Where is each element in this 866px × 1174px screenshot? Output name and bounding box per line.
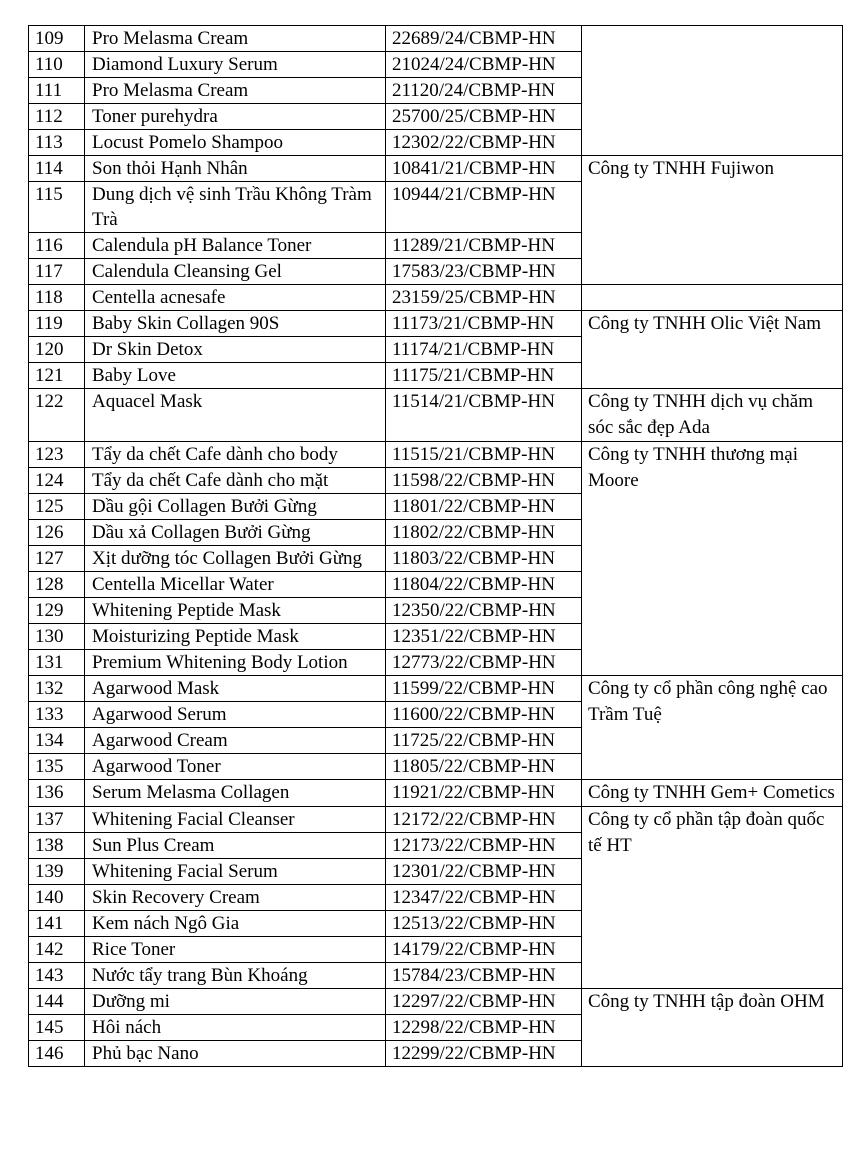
product-name: Tẩy da chết Cafe dành cho mặt: [85, 468, 386, 494]
table-row: [29, 156, 843, 182]
row-number: 121: [29, 363, 85, 389]
registration-code: 15784/23/CBMP-HN: [386, 963, 582, 989]
row-number: 133: [29, 702, 85, 728]
row-number: 141: [29, 911, 85, 937]
registration-code: 12513/22/CBMP-HN: [386, 911, 582, 937]
product-name: Baby Skin Collagen 90S: [85, 311, 386, 337]
registration-code: 11289/21/CBMP-HN: [386, 233, 582, 259]
product-name: Nước tẩy trang Bùn Khoáng: [85, 963, 386, 989]
row-number: 128: [29, 572, 85, 598]
row-number: 119: [29, 311, 85, 337]
product-name: Skin Recovery Cream: [85, 885, 386, 911]
product-name: Dầu xả Collagen Bưởi Gừng: [85, 520, 386, 546]
row-number: 125: [29, 494, 85, 520]
registration-code: 11174/21/CBMP-HN: [386, 337, 582, 363]
row-number: 142: [29, 937, 85, 963]
row-number: 118: [29, 285, 85, 311]
product-name: Hôi nách: [85, 1015, 386, 1041]
product-name: Pro Melasma Cream: [85, 26, 386, 52]
table-row: [29, 442, 843, 468]
registration-code: 12350/22/CBMP-HN: [386, 598, 582, 624]
registration-code: 11805/22/CBMP-HN: [386, 754, 582, 780]
table-row: [29, 676, 843, 702]
registration-code: 12347/22/CBMP-HN: [386, 885, 582, 911]
registration-code: 11599/22/CBMP-HN: [386, 676, 582, 702]
product-name: Whitening Peptide Mask: [85, 598, 386, 624]
table-row: [29, 389, 843, 442]
row-number: 131: [29, 650, 85, 676]
company-name: Công ty TNHH Gem+ Cometics: [582, 780, 843, 807]
table-row: [29, 780, 843, 807]
product-name: Agarwood Serum: [85, 702, 386, 728]
registration-code: 25700/25/CBMP-HN: [386, 104, 582, 130]
registration-code: 11175/21/CBMP-HN: [386, 363, 582, 389]
registration-code: 21024/24/CBMP-HN: [386, 52, 582, 78]
product-name: Centella acnesafe: [85, 285, 386, 311]
product-name: Agarwood Cream: [85, 728, 386, 754]
product-name: Tẩy da chết Cafe dành cho body: [85, 442, 386, 468]
product-name: Dung dịch vệ sinh Trầu Không Tràm Trà: [85, 182, 386, 233]
registration-code: 11173/21/CBMP-HN: [386, 311, 582, 337]
table-row: [29, 311, 843, 337]
product-name: Centella Micellar Water: [85, 572, 386, 598]
row-number: 123: [29, 442, 85, 468]
row-number: 146: [29, 1041, 85, 1067]
company-name: Công ty cổ phần tập đoàn quốc tế HT: [582, 807, 843, 989]
row-number: 139: [29, 859, 85, 885]
row-number: 145: [29, 1015, 85, 1041]
row-number: 112: [29, 104, 85, 130]
company-name: Công ty TNHH Olic Việt Nam: [582, 311, 843, 389]
product-name: Aquacel Mask: [85, 389, 386, 442]
row-number: 134: [29, 728, 85, 754]
product-name: Calendula pH Balance Toner: [85, 233, 386, 259]
row-number: 137: [29, 807, 85, 833]
product-name: Moisturizing Peptide Mask: [85, 624, 386, 650]
row-number: 126: [29, 520, 85, 546]
registration-code: 11598/22/CBMP-HN: [386, 468, 582, 494]
row-number: 140: [29, 885, 85, 911]
product-name: Rice Toner: [85, 937, 386, 963]
product-name: Premium Whitening Body Lotion: [85, 650, 386, 676]
product-name: Dr Skin Detox: [85, 337, 386, 363]
product-name: Toner purehydra: [85, 104, 386, 130]
company-name: Công ty TNHH thương mại Moore: [582, 442, 843, 676]
product-name: Phủ bạc Nano: [85, 1041, 386, 1067]
registration-code: 12173/22/CBMP-HN: [386, 833, 582, 859]
row-number: 113: [29, 130, 85, 156]
registration-code: 11921/22/CBMP-HN: [386, 780, 582, 807]
product-name: Dưỡng mi: [85, 989, 386, 1015]
row-number: 129: [29, 598, 85, 624]
product-name: Pro Melasma Cream: [85, 78, 386, 104]
row-number: 127: [29, 546, 85, 572]
product-name: Whitening Facial Cleanser: [85, 807, 386, 833]
registration-code: 12351/22/CBMP-HN: [386, 624, 582, 650]
registration-code: 11600/22/CBMP-HN: [386, 702, 582, 728]
registration-code: 12297/22/CBMP-HN: [386, 989, 582, 1015]
table-row: [29, 285, 843, 311]
row-number: 130: [29, 624, 85, 650]
product-name: Son thỏi Hạnh Nhân: [85, 156, 386, 182]
product-name: Serum Melasma Collagen: [85, 780, 386, 807]
product-name: Whitening Facial Serum: [85, 859, 386, 885]
registration-code: 11802/22/CBMP-HN: [386, 520, 582, 546]
table-row: [29, 807, 843, 833]
registration-table: [28, 25, 843, 1067]
row-number: 110: [29, 52, 85, 78]
registration-code: 10944/21/CBMP-HN: [386, 182, 582, 233]
row-number: 138: [29, 833, 85, 859]
product-name: Diamond Luxury Serum: [85, 52, 386, 78]
company-name: [582, 26, 843, 156]
row-number: 132: [29, 676, 85, 702]
registration-code: 11804/22/CBMP-HN: [386, 572, 582, 598]
row-number: 109: [29, 26, 85, 52]
row-number: 116: [29, 233, 85, 259]
registration-code: 23159/25/CBMP-HN: [386, 285, 582, 311]
company-name: Công ty TNHH dịch vụ chăm sóc sắc đẹp Ada: [582, 389, 843, 442]
row-number: 111: [29, 78, 85, 104]
product-name: Dầu gội Collagen Bưởi Gừng: [85, 494, 386, 520]
product-name: Agarwood Mask: [85, 676, 386, 702]
row-number: 144: [29, 989, 85, 1015]
registration-code: 14179/22/CBMP-HN: [386, 937, 582, 963]
registration-code: 12301/22/CBMP-HN: [386, 859, 582, 885]
registration-code: 12302/22/CBMP-HN: [386, 130, 582, 156]
company-name: [582, 285, 843, 311]
product-name: Baby Love: [85, 363, 386, 389]
registration-code: 11803/22/CBMP-HN: [386, 546, 582, 572]
table-row: [29, 989, 843, 1015]
company-name: Công ty cổ phần công nghệ cao Trầm Tuệ: [582, 676, 843, 780]
product-name: Xịt dưỡng tóc Collagen Bưởi Gừng: [85, 546, 386, 572]
product-name: Locust Pomelo Shampoo: [85, 130, 386, 156]
product-name: Calendula Cleansing Gel: [85, 259, 386, 285]
row-number: 115: [29, 182, 85, 233]
product-name: Kem nách Ngô Gia: [85, 911, 386, 937]
row-number: 120: [29, 337, 85, 363]
company-name: Công ty TNHH tập đoàn OHM: [582, 989, 843, 1067]
row-number: 136: [29, 780, 85, 807]
row-number: 135: [29, 754, 85, 780]
row-number: 124: [29, 468, 85, 494]
row-number: 117: [29, 259, 85, 285]
product-name: Agarwood Toner: [85, 754, 386, 780]
company-name: Công ty TNHH Fujiwon: [582, 156, 843, 285]
row-number: 143: [29, 963, 85, 989]
registration-code: 22689/24/CBMP-HN: [386, 26, 582, 52]
registration-code: 12773/22/CBMP-HN: [386, 650, 582, 676]
registration-code: 11515/21/CBMP-HN: [386, 442, 582, 468]
registration-code: 12299/22/CBMP-HN: [386, 1041, 582, 1067]
registration-code: 21120/24/CBMP-HN: [386, 78, 582, 104]
product-name: Sun Plus Cream: [85, 833, 386, 859]
registration-code: 12172/22/CBMP-HN: [386, 807, 582, 833]
registration-code: 11725/22/CBMP-HN: [386, 728, 582, 754]
table-row: [29, 26, 843, 52]
row-number: 122: [29, 389, 85, 442]
registration-code: 11801/22/CBMP-HN: [386, 494, 582, 520]
registration-code: 12298/22/CBMP-HN: [386, 1015, 582, 1041]
row-number: 114: [29, 156, 85, 182]
registration-code: 10841/21/CBMP-HN: [386, 156, 582, 182]
registration-code: 11514/21/CBMP-HN: [386, 389, 582, 442]
registration-code: 17583/23/CBMP-HN: [386, 259, 582, 285]
